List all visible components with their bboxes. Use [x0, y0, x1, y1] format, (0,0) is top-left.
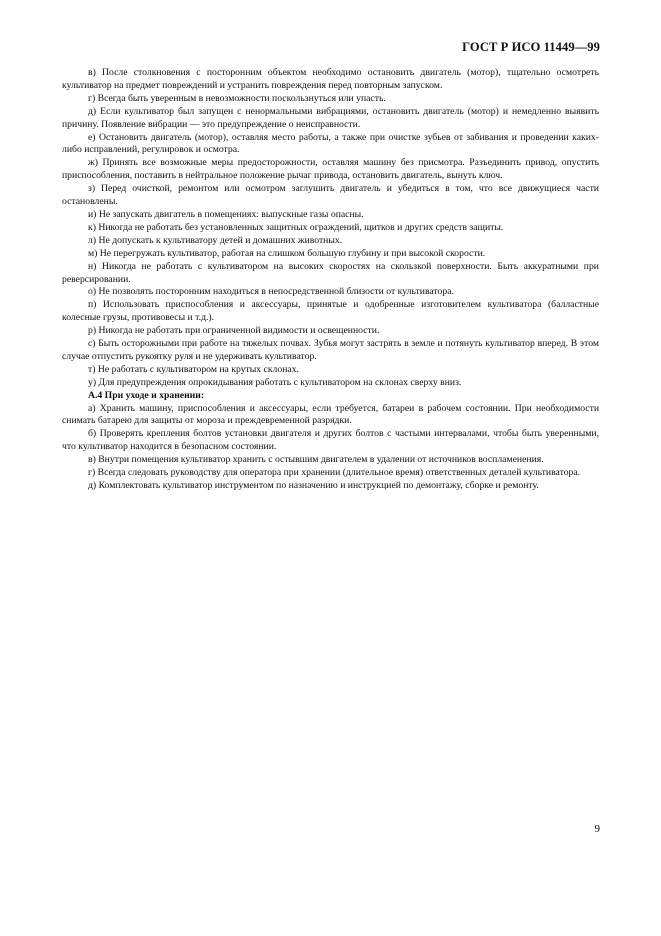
paragraph: б) Проверять крепления болтов установки двигателя и других болтов с частыми интервалами, чтобы быть уверенными, что культиватор находится в безопасном состоянии. [62, 428, 599, 453]
paragraph: о) Не позволять посторонним находиться в непосредственной близости от культиватора. [88, 286, 454, 298]
paragraph: с) Быть осторожными при работе на тяжелых почвах. Зубья могут застрять в земле и потянуть культиватор вперед. В этом случае отпустить рукоятку руля и не удерживать культиватор. [62, 338, 599, 362]
paragraph: т) Не работать с культиватором на крутых склонах. [88, 363, 299, 375]
paragraph: д) Если культиватор был запущен с ненормальными вибрациями, остановить двигатель (мотор) и немедленно выявить причину. Появление вибрации — это предупреждение о неисправности. [62, 105, 599, 130]
paragraph: л) Не допускать к культиватору детей и домашних животных. [88, 234, 343, 246]
paragraph: а) Хранить машину, приспособления и аксессуары, если требуется, батареи в рабочем состоянии. При необходимости снимать батарею для защиты от мороза и преждевременной разрядки. [62, 402, 599, 427]
document-body [62, 67, 599, 493]
paragraph: е) Остановить двигатель (мотор), оставляя место работы, а также при очистке зубьев от забивания и проведении каких-либо исправлений, регулировок и осмотра. [62, 131, 599, 156]
page-number: 9 [594, 823, 600, 835]
paragraph: и) Не запускать двигатель в помещениях: выпускные газы опасны. [88, 208, 364, 220]
paragraph: в) После столкновения с посторонним объектом необходимо остановить двигатель (мотор), тщательно осмотреть культиватор на предмет повреждений и устранить повреждения перед повторным запуском. [62, 67, 599, 91]
paragraph: н) Никогда не работать с культиватором на высоких скоростях на скользкой поверхности. Быть аккуратными при реверсировании. [62, 260, 599, 285]
paragraph: г) Всегда следовать руководству для оператора при хранении (длительное время) ответственных деталей культиватора. [88, 467, 581, 479]
paragraph: п) Использовать приспособления и аксессуары, принятые и одобренные изготовителем культиватора (балластные колесные грузы, противовесы и т.д.). [62, 299, 599, 324]
section-heading: А.4 При уходе и хранении: [88, 389, 205, 401]
paragraph: р) Никогда не работать при ограниченной видимости и освещенности. [88, 325, 380, 337]
paragraph: г) Всегда быть уверенным в невозможности поскользнуться или упасть. [88, 92, 386, 104]
document-header: ГОСТ Р ИСО 11449—99 [462, 40, 600, 54]
paragraph: ж) Принять все возможные меры предосторожности, оставляя машину без присмотра. Разъединить привод, опустить приспособления, поставить в нейтральное положение рычаг привода, остановить двигатель, вынуть ключ. [62, 157, 599, 182]
paragraph: з) Перед очисткой, ремонтом или осмотром заглушить двигатель и убедиться в том, что все движущиеся части остановлены. [62, 183, 599, 208]
paragraph: м) Не перегружать культиватор, работая на слишком большую глубину и при высокой скорости. [88, 247, 486, 259]
paragraph: в) Внутри помещения культиватор хранить с остывшим двигателем в удалении от источников воспламенения. [88, 454, 544, 466]
paragraph: д) Комплектовать культиватор инструментом по назначению и инструкцией по демонтажу, сборке и ремонту. [88, 480, 539, 491]
paragraph: у) Для предупреждения опрокидывания работать с культиватором на склонах сверху вниз. [88, 376, 462, 388]
paragraph: к) Никогда не работать без установленных защитных ограждений, щитков и других средств защиты. [88, 221, 504, 233]
